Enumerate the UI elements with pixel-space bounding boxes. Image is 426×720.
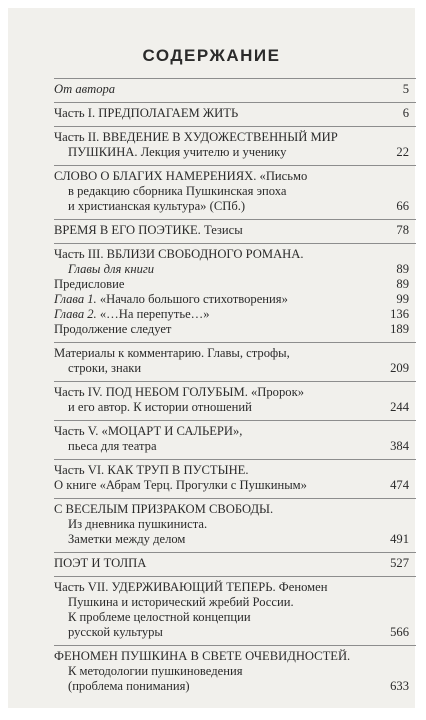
toc-line-text: ФЕНОМЕН ПУШКИНА В СВЕТЕ ОЧЕВИДНОСТЕЙ. [54, 649, 351, 663]
entry-divider [54, 219, 416, 220]
entry-divider [54, 126, 416, 127]
toc-line-text: Из дневника пушкиниста. [68, 517, 208, 531]
toc-entry [54, 165, 416, 219]
toc-line [54, 307, 416, 322]
toc-line [54, 556, 416, 571]
entry-divider [54, 342, 416, 343]
entry-divider [54, 645, 416, 646]
page-number: 189 [390, 322, 409, 336]
toc-line-text: (проблема понимания) [68, 679, 190, 693]
toc-entry [54, 552, 416, 576]
toc-line [54, 424, 416, 439]
page-number: 209 [390, 361, 409, 375]
page-number: 5 [402, 82, 409, 96]
entry-divider [54, 381, 416, 382]
toc-line-text: Предисловие [54, 277, 125, 291]
book-page [8, 8, 415, 708]
toc-line [54, 595, 416, 610]
toc-line-text: Часть VII. УДЕРЖИВАЮЩИЙ ТЕПЕРЬ. Феномен [54, 580, 328, 594]
toc-entry [54, 459, 416, 498]
toc-line [54, 502, 416, 517]
toc-entry [54, 420, 416, 459]
toc-line-text: и христианская культура» (СПб.) [68, 199, 246, 213]
toc-line-text: ПУШКИНА. Лекция учителю и ученику [68, 145, 287, 159]
toc-line-text: Глава 2. «…На перепутье…» [54, 307, 210, 321]
toc-line [54, 322, 416, 337]
toc-line [54, 517, 416, 532]
toc-line [54, 106, 416, 121]
toc-line-text: Часть II. ВВЕДЕНИЕ В ХУДОЖЕСТВЕННЫЙ МИР [54, 130, 338, 144]
page-number: 89 [396, 262, 409, 276]
toc-line [54, 247, 416, 262]
toc-line [54, 463, 416, 478]
toc-line-text: Часть IV. ПОД НЕБОМ ГОЛУБЫМ. «Пророк» [54, 385, 304, 399]
toc-line-text: О книге «Абрам Терц. Прогулки с Пушкиным» [54, 478, 307, 492]
toc-line [54, 277, 416, 292]
page-number: 66 [396, 199, 409, 213]
toc-entry [54, 243, 416, 342]
toc-line-text: и его автор. К истории отношений [68, 400, 252, 414]
toc-line-text: С ВЕСЕЛЫМ ПРИЗРАКОМ СВОБОДЫ. [54, 502, 274, 516]
entry-divider [54, 243, 416, 244]
page-number: 136 [390, 307, 409, 321]
toc-line [54, 262, 416, 277]
entry-divider [54, 420, 416, 421]
toc-line [54, 532, 416, 547]
page-number: 22 [396, 145, 409, 159]
toc-line-text: Пушкина и исторический жребий России. [68, 595, 294, 609]
toc-line-text: Часть V. «МОЦАРТ И САЛЬЕРИ», [54, 424, 243, 438]
toc-line-text: ВРЕМЯ В ЕГО ПОЭТИКЕ. Тезисы [54, 223, 243, 237]
toc-line-text: Часть I. ПРЕДПОЛАГАЕМ ЖИТЬ [54, 106, 239, 120]
toc-entry [54, 576, 416, 645]
toc-line [54, 439, 416, 454]
toc-entry [54, 381, 416, 420]
toc-line [54, 292, 416, 307]
toc-line-text: Материалы к комментарию. Главы, строфы, [54, 346, 290, 360]
page-number: 566 [390, 625, 409, 639]
toc-line-text: К методологии пушкиноведения [68, 664, 243, 678]
toc-line-text: пьеса для театра [68, 439, 157, 453]
entry-divider [54, 459, 416, 460]
toc-line [54, 361, 416, 376]
page-number: 78 [396, 223, 409, 237]
toc-entry [54, 219, 416, 243]
toc-entry [54, 126, 416, 165]
toc-line [54, 664, 416, 679]
toc-line [54, 400, 416, 415]
toc-line-text: русской культуры [68, 625, 163, 639]
entry-divider [54, 498, 416, 499]
page-number: 527 [390, 556, 409, 570]
toc-entry [54, 498, 416, 552]
toc-line [54, 82, 416, 97]
toc-line [54, 346, 416, 361]
page-number: 474 [390, 478, 409, 492]
page-number: 384 [390, 439, 409, 453]
toc-line-text: От автора [54, 82, 116, 96]
toc-line [54, 199, 416, 214]
toc-line-text: Продолжение следует [54, 322, 172, 336]
entry-divider [54, 102, 416, 103]
toc-line [54, 649, 416, 664]
page-number: 99 [396, 292, 409, 306]
toc-line [54, 145, 416, 160]
toc-entry [54, 78, 416, 102]
entry-divider [54, 552, 416, 553]
toc-line [54, 625, 416, 640]
toc-entry [54, 342, 416, 381]
toc-line-text: Часть VI. КАК ТРУП В ПУСТЫНЕ. [54, 463, 249, 477]
toc-line [54, 610, 416, 625]
toc-line [54, 184, 416, 199]
entry-divider [54, 78, 416, 79]
page-number: 244 [390, 400, 409, 414]
toc-line [54, 580, 416, 595]
toc-entry [54, 645, 416, 699]
toc-line-text: в редакцию сборника Пушкинская эпоха [68, 184, 287, 198]
page-number: 6 [402, 106, 409, 120]
toc-line-text: Главы для книги [68, 262, 155, 276]
toc-line-text: Часть III. ВБЛИЗИ СВОБОДНОГО РОМАНА. [54, 247, 304, 261]
toc-entry [54, 102, 416, 126]
entry-divider [54, 576, 416, 577]
toc-line [54, 679, 416, 694]
toc-line-text: строки, знаки [68, 361, 142, 375]
toc-line-text: Глава 1. «Начало большого стихотворения» [54, 292, 288, 306]
toc-line [54, 130, 416, 145]
toc-line [54, 223, 416, 238]
page-number: 491 [390, 532, 409, 546]
toc-line-text: К проблеме целостной концепции [68, 610, 251, 624]
table-of-contents [54, 78, 416, 699]
toc-line-text: Заметки между делом [68, 532, 186, 546]
toc-line [54, 385, 416, 400]
entry-divider [54, 165, 416, 166]
page-number: 633 [390, 679, 409, 693]
toc-line [54, 478, 416, 493]
page-number: 89 [396, 277, 409, 291]
page-title: СОДЕРЖАНИЕ [142, 46, 281, 65]
toc-line-text: ПОЭТ И ТОЛПА [54, 556, 147, 570]
toc-line [54, 169, 416, 184]
toc-line-text: СЛОВО О БЛАГИХ НАМЕРЕНИЯХ. «Письмо [54, 169, 308, 183]
